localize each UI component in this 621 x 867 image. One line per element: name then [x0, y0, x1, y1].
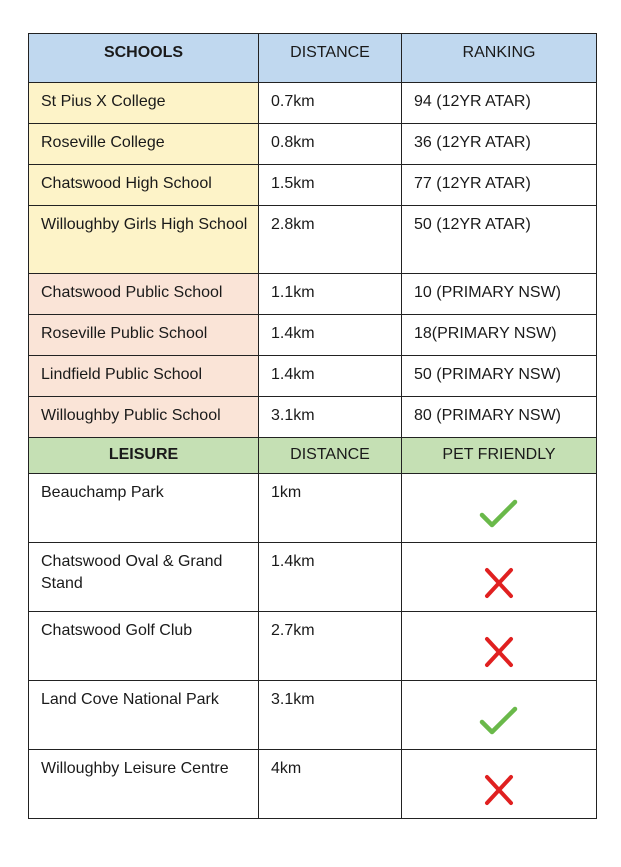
school-distance: 1.4km	[259, 315, 402, 356]
school-distance: 0.7km	[259, 83, 402, 124]
leisure-distance: 2.7km	[259, 612, 402, 681]
school-distance: 3.1km	[259, 397, 402, 438]
check-icon	[479, 704, 519, 738]
distance-header: DISTANCE	[259, 34, 402, 83]
school-ranking: 50 (12YR ATAR)	[402, 206, 597, 274]
school-ranking: 10 (PRIMARY NSW)	[402, 274, 597, 315]
leisure-name: Chatswood Golf Club	[29, 612, 259, 681]
school-row	[29, 206, 597, 274]
pet-friendly-header: PET FRIENDLY	[402, 438, 597, 474]
school-distance: 1.5km	[259, 165, 402, 206]
school-name: Chatswood High School	[29, 165, 259, 206]
amenities-table	[28, 33, 597, 819]
leisure-row	[29, 681, 597, 750]
leisure-name: Beauchamp Park	[29, 474, 259, 543]
leisure-name: Land Cove National Park	[29, 681, 259, 750]
leisure-distance: 1km	[259, 474, 402, 543]
school-row	[29, 124, 597, 165]
pet-friendly-cell	[402, 543, 597, 612]
school-row	[29, 315, 597, 356]
school-distance: 2.8km	[259, 206, 402, 274]
school-row	[29, 274, 597, 315]
leisure-name: Willoughby Leisure Centre	[29, 750, 259, 819]
school-distance: 1.1km	[259, 274, 402, 315]
cross-icon	[479, 773, 519, 807]
pet-friendly-cell	[402, 750, 597, 819]
pet-friendly-cell	[402, 474, 597, 543]
leisure-name: Chatswood Oval & Grand Stand	[29, 543, 259, 612]
school-name: St Pius X College	[29, 83, 259, 124]
school-distance: 1.4km	[259, 356, 402, 397]
school-name: Roseville Public School	[29, 315, 259, 356]
pet-friendly-cell	[402, 612, 597, 681]
school-row	[29, 83, 597, 124]
school-ranking: 50 (PRIMARY NSW)	[402, 356, 597, 397]
check-icon	[479, 497, 519, 531]
school-ranking: 80 (PRIMARY NSW)	[402, 397, 597, 438]
leisure-row	[29, 750, 597, 819]
school-row	[29, 397, 597, 438]
cross-icon	[479, 635, 519, 669]
distance-header: DISTANCE	[259, 438, 402, 474]
cross-icon	[479, 566, 519, 600]
schools-header: SCHOOLS	[29, 34, 259, 83]
school-name: Willoughby Public School	[29, 397, 259, 438]
school-distance: 0.8km	[259, 124, 402, 165]
leisure-row	[29, 543, 597, 612]
school-row	[29, 165, 597, 206]
ranking-header: RANKING	[402, 34, 597, 83]
leisure-distance: 3.1km	[259, 681, 402, 750]
leisure-distance: 1.4km	[259, 543, 402, 612]
school-name: Roseville College	[29, 124, 259, 165]
school-ranking: 36 (12YR ATAR)	[402, 124, 597, 165]
school-row	[29, 356, 597, 397]
school-name: Chatswood Public School	[29, 274, 259, 315]
leisure-distance: 4km	[259, 750, 402, 819]
schools-header-row	[29, 34, 597, 83]
leisure-header: LEISURE	[29, 438, 259, 474]
pet-friendly-cell	[402, 681, 597, 750]
school-name: Lindfield Public School	[29, 356, 259, 397]
leisure-header-row	[29, 438, 597, 474]
school-name: Willoughby Girls High School	[29, 206, 259, 274]
school-ranking: 77 (12YR ATAR)	[402, 165, 597, 206]
leisure-row	[29, 612, 597, 681]
leisure-row	[29, 474, 597, 543]
school-ranking: 18(PRIMARY NSW)	[402, 315, 597, 356]
school-ranking: 94 (12YR ATAR)	[402, 83, 597, 124]
